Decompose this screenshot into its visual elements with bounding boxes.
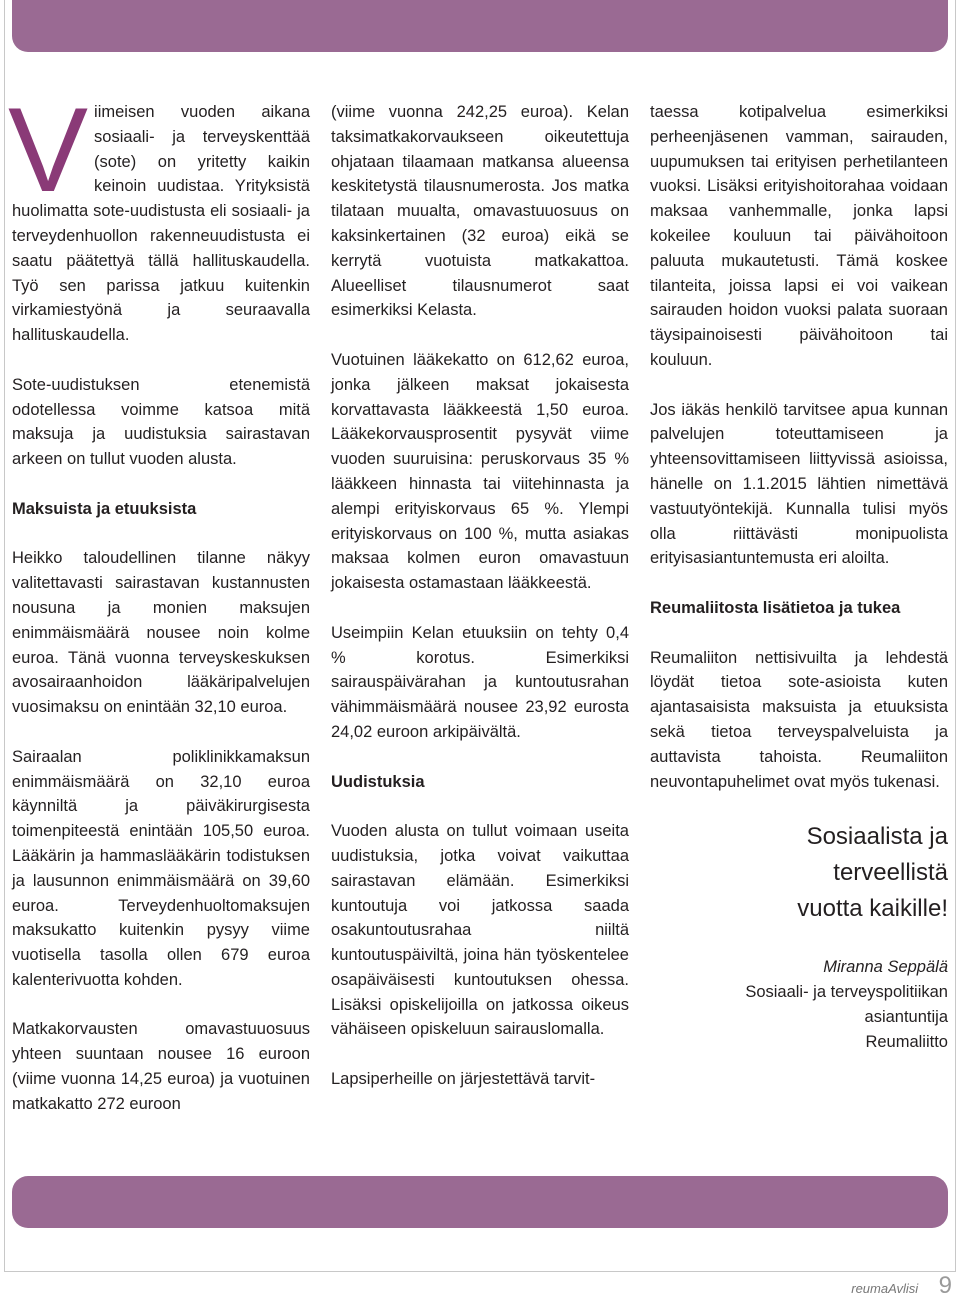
paragraph: Sote-uudistuksen etenemistä odotellessa voimme katsoa mitä maksuja ja uudistuksia sairastavan arkeen on tullut vuoden alusta. — [12, 375, 310, 469]
section-heading: Maksuista ja etuuksista — [12, 499, 197, 518]
section-heading: Uudistuksia — [331, 772, 425, 791]
paragraph: taessa kotipalvelua esimerkiksi perheenjäsenen vamman, sairauden, uupumuksen tai erityisen perhetilanteen vuoksi. Lisäksi erityishoitorahaa voidaan maksaa vanhemmalle, jonka lapsi kokeilee kouluun tai päivähoitoon paluuta mukautetusti. Tämä koskee tilanteita, joissa lapsi ei voi vaikean sairauden hoidon vuoksi palata suoraan täysipainoisesti päivähoitoon tai kouluun. — [650, 103, 948, 369]
paragraph: Jos iäkäs henkilö tarvitsee apua kunnan palvelujen toteuttamiseen ja yhteensovittamiseen liittyvissä asioissa, hänelle on 1.1.2015 lähtien nimettävä vastuutyöntekijä. Kunnalla tulisi myös olla riittävästi monipuolista erityisasiantuntemusta eri aloilta. — [650, 400, 948, 568]
intro-paragraph: Viimeisen vuoden aikana sosiaali- ja terveyskenttää (sote) on yritetty kaikin keinoin uudistaa. Yrityksistä huolimatta sote-uudistusta eli sosiaali- ja terveydenhuollon rakenneuudistusta ei saatu päätettyä tällä hallituskaudella. Työ sen parissa jatkuu kuitenkin virkamiestyönä ja seuraavalla hallituskaudella. — [8, 83, 310, 345]
paragraph: Matkakorvausten omavastuuosuus yhteen suuntaan nousee 16 euroon (viime vuonna 14,25 euroa) ja vuotuinen matkakatto 272 euroon — [12, 1020, 310, 1113]
bottom-band — [12, 1176, 948, 1228]
paragraph: Vuotuinen lääkekatto on 612,62 euroa, jonka jälkeen maksat jokaisesta korvattavasta lääkkeestä 1,50 euroa. Lääkekorvausprosentit pysyvät viime vuoden suuruisina: peruskorvaus 35 % lääkkeen hinnasta tai viitehinnasta ja alempi erityiskorvaus 65 %. Ylempi erityiskorvaus on 100 %, mutta asiakas maksaa kolmen euron omavastuun jokaisesta ostamastaan lääkkeestä. — [331, 350, 629, 593]
paragraph: (viime vuonna 242,25 euroa). Kelan taksimatkakorvaukseen oikeutettuja ohjataan tilaamaan matkansa alueensa keskitetystä tilausnumerosta. Jos matka tilataan muualta, omavastuuosuus on kaksinkertainen (32 euroa) eikä se kerrytä vuotuista matkakattoa. Alueelliset tilausnumerot saat esimerkiksi Kelasta. — [331, 103, 629, 320]
author-organization: Reumaliitto — [865, 1032, 948, 1051]
paragraph: Sairaalan poliklinikkamaksun enimmäismäärä on 32,10 euroa käynniltä ja päiväkirurgisesta toimenpiteestä enintään 105,50 euroa. Lääkärin ja hammaslääkärin todistuksen ja lausunnon enimmäismäärä on 39,60 euroa. Terveydenhuoltomaksujen maksukatto kuitenkin pysyy viime vuotisella tasolla ollen 679 euroa kalenterivuotta kohden. — [12, 747, 310, 989]
page-footer — [851, 1272, 952, 1300]
paragraph: Heikko taloudellinen tilanne näkyy valitettavasti sairastavan kustannusten nousuna ja monien maksujen enimmäismäärä nousee noin kolme euroa. Tänä vuonna terveyskeskuksen avosairaanhoidon lääkäripalvelujen vuosimaksu on enintään 32,10 euroa. — [12, 549, 310, 717]
closing-quote: Sosiaalista ja terveellistä vuotta kaikille! — [797, 823, 948, 923]
author-name: Miranna Seppälä — [823, 958, 948, 977]
section-heading: Reumaliitosta lisätietoa ja tukea — [650, 598, 901, 617]
paragraph: Reumaliiton nettisivuilta ja lehdestä löydät tietoa sote-asioista kuten ajantasaisista maksuista ja etuuksista sekä tietoa terveyspalveluista ja auttavista tahoista. Reumaliiton neuvontapuhelimet ovat myös tukenasi. — [650, 648, 948, 791]
page-number: 9 — [938, 1272, 952, 1299]
top-band — [12, 0, 948, 52]
column-2 — [331, 100, 629, 1117]
paragraph: Lapsiperheille on järjestettävä tarvit- — [331, 1070, 596, 1089]
paragraph: Vuoden alusta on tullut voimaan useita uudistuksia, jotka voivat vaikuttaa sairastavan elämään. Esimerkiksi kuntoutuja voi jatkossa saada osakuntoutusrahaa niiltä kuntoutuspäiviltä, joina hän työskentelee osapäiväisesti kuntoutuksen ohessa. Lisäksi opiskelijoilla on jatkossa oikeus vähäiseen opiskeluun sairauslomalla. — [331, 822, 629, 1039]
dropcap: V — [8, 83, 89, 217]
column-1 — [8, 83, 310, 1141]
paragraph: Useimpiin Kelan etuuksiin on tehty 0,4 % korotus. Esimerkiksi sairauspäivärahan ja kuntoutusrahan vähimmäismäärä nousee 23,92 eurosta 24,02 euroon arkipäivältä. — [331, 623, 629, 741]
author-title: asiantuntija — [864, 1007, 948, 1026]
magazine-name: reumaAvlisi — [851, 1281, 919, 1296]
signature — [650, 955, 948, 1054]
column-3 — [650, 100, 948, 1054]
author-title: Sosiaali- ja terveyspolitiikan — [745, 982, 948, 1001]
